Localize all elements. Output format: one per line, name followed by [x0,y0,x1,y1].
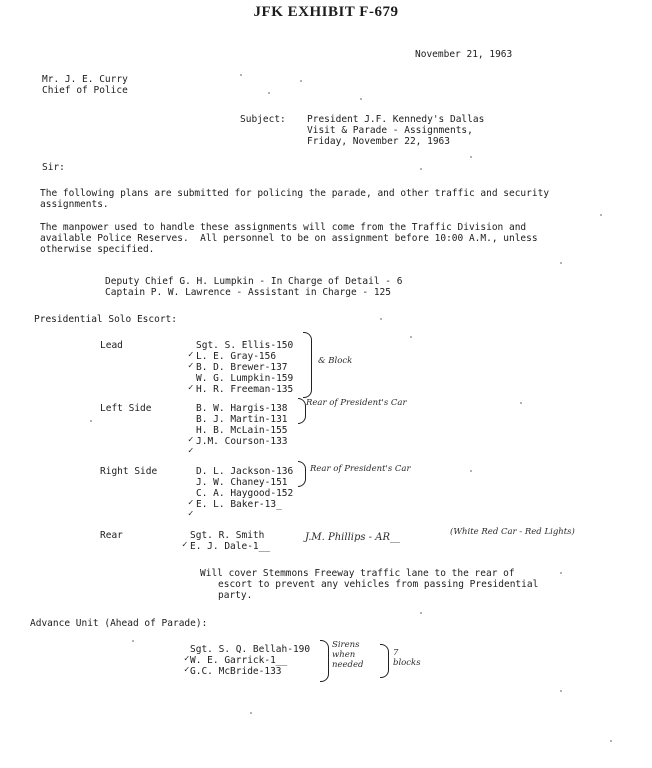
officer-entry: H. B. McLain-155 [196,425,288,436]
annotation-rear: J.M. Phillips - AR__ [305,532,400,543]
officer-entry: D. L. Jackson-136 [196,466,294,477]
officer-entry: W. E. Garrick-1__ [190,655,288,666]
group-label-left: Left Side [100,403,152,414]
check-mark: ✓ [182,540,188,550]
officer-entry: Sgt. S. Ellis-150 [196,340,294,351]
subject-line: Visit & Parade - Assignments, [307,125,473,136]
bracket-right [298,461,306,487]
bracket-advance [320,640,329,682]
annotation-lead: & Block [318,356,353,366]
rear-instruction-line: party. [218,590,253,601]
salutation: Sir: [42,162,65,173]
rear-instruction-line: escort to prevent any vehicles from passing Presidential [218,579,539,590]
command-line: Deputy Chief G. H. Lumpkin - In Charge of Detail - 6 [105,276,403,287]
officer-entry: L. E. Gray-156 [196,351,277,362]
check-mark: ✓ [188,350,194,360]
check-mark: ✓ [188,446,194,456]
addressee-name: Mr. J. E. Curry [42,74,128,85]
advance-heading: Advance Unit (Ahead of Parade): [30,618,208,629]
subject-label: Subject: [240,114,286,125]
annotation-advance: Sirens when needed [332,640,364,670]
bracket-advance-2 [380,644,389,678]
officer-entry: G.C. McBride-133 [190,666,282,677]
exhibit-header: JFK EXHIBIT F-679 [253,4,399,20]
annotation-advance-2: 7 blocks [393,648,421,668]
letter-date: November 21, 1963 [415,49,513,60]
check-mark: ✓ [188,383,194,393]
check-mark: ✓ [184,654,190,664]
check-mark: ✓ [184,665,190,675]
officer-entry: J. W. Chaney-151 [196,477,288,488]
officer-entry: B. W. Hargis-138 [196,403,288,414]
officer-entry: B. D. Brewer-137 [196,362,288,373]
annotation-left: Rear of President's Car [306,398,407,408]
addressee-title: Chief of Police [42,85,128,96]
check-mark: ✓ [188,361,194,371]
officer-entry: B. J. Martin-131 [196,414,288,425]
rear-instruction-line: Will cover Stemmons Freeway traffic lane to the rear of [200,568,515,579]
group-label-right: Right Side [100,466,158,477]
bracket-lead [303,332,312,398]
paragraph-line: available Police Reserves. All personnel to be on assignment before 10:00 A.M., unless [40,233,538,244]
paragraph-line: otherwise specified. [40,244,155,255]
check-mark: ✓ [188,509,194,519]
subject-line: Friday, November 22, 1963 [307,136,450,147]
check-mark: ✓ [188,435,194,445]
command-line: Captain P. W. Lawrence - Assistant in Charge - 125 [105,287,391,298]
officer-entry: Sgt. R. Smith [190,530,265,541]
check-mark: ✓ [188,498,194,508]
paragraph-line: The following plans are submitted for policing the parade, and other traffic and security [40,188,550,199]
bracket-left [298,398,306,424]
annotation-right: Rear of President's Car [310,464,411,474]
group-label-rear: Rear [100,530,123,541]
escort-heading: Presidential Solo Escort: [34,314,177,325]
officer-entry: E. L. Baker-13_ [196,499,282,510]
officer-entry: J.M. Courson-133 [196,436,288,447]
paragraph-line: assignments. [40,199,109,210]
officer-entry: E. J. Dale-1__ [190,541,271,552]
group-label-lead: Lead [100,340,123,351]
officer-entry: H. R. Freeman-135 [196,384,294,395]
officer-entry: W. G. Lumpkin-159 [196,373,294,384]
paragraph-line: The manpower used to handle these assignments will come from the Traffic Division and [40,222,527,233]
officer-entry: Sgt. S. Q. Bellah-190 [190,644,311,655]
subject-line: President J.F. Kennedy's Dallas [307,114,485,125]
annotation-rear-car: (White Red Car - Red Lights) [450,527,575,537]
officer-entry: C. A. Haygood-152 [196,488,294,499]
